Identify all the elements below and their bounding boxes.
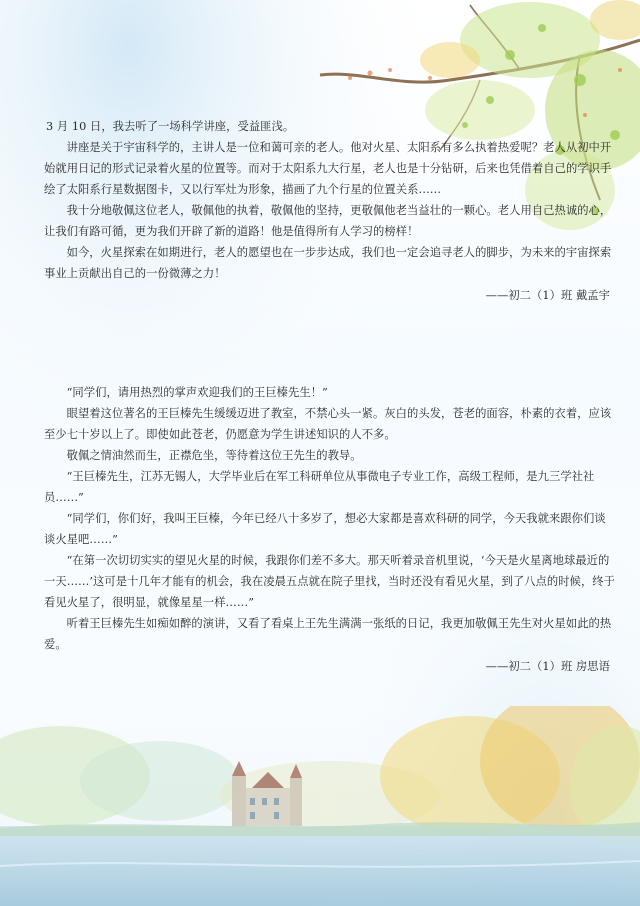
signature: ——初二（1）班 房思语 [485, 660, 610, 673]
signature: ——初二（1）班 戴孟宇 [485, 289, 610, 302]
paragraph: “同学们，请用热烈的掌声欢迎我们的王巨榛先生！” [66, 386, 328, 399]
paragraph: 听着王巨榛先生如痴如醉的演讲，又看了看桌上王先生满满一张纸的日记，我更加敬佩王先生对火星如此的热爱。 [44, 617, 612, 651]
paragraph: 我十分地敬佩这位老人，敬佩他的执着，敬佩他的坚持，更敬佩他老当益壮的一颗心。老人用自己热诚的心，让我们有路可循，更为我们开辟了新的道路！他是值得所有人学习的榜样！ [44, 204, 612, 238]
paragraph: 眼望着这位著名的王巨榛先生缓缓迈进了教室，不禁心头一紧。灰白的头发，苍老的面容，朴素的衣着，应该至少七十岁以上了。即使如此苍老，仍愿意为学生讲述知识的人不多。 [44, 407, 612, 441]
article-1 [44, 116, 616, 306]
castle-landscape-illustration [0, 706, 640, 906]
paragraph: 讲座是关于宇宙科学的，主讲人是一位和蔼可亲的老人。他对火星、太阳系有多么执着热爱呢？老人从初中开始就用日记的形式记录着火星的位置等。而对于太阳系九大行星，老人也是十分钻研，后来也凭借着自己的学识手绘了太阳系行星数据图卡，又以行军灶为形象，描画了九个行星的位置关系…… [44, 141, 612, 196]
paragraph: “王巨榛先生，江苏无锡人，大学毕业后在军工科研单位从事微电子专业工作，高级工程师，是九三学社社员……” [44, 470, 595, 504]
paragraph: 敬佩之情油然而生，正襟危坐，等待着这位王先生的教导。 [66, 449, 362, 462]
paragraph: “在第一次切切实实的望见火星的时候，我跟你们差不多大。那天听着录音机里说，‘今天是火星离地球最近的一天……’这可是十几年才能有的机会，我在凌晨五点就在院子里找，当时还没有看见火星，到了八点的时候，终于看见火星了，很明显，就像星星一样……” [44, 554, 615, 609]
paragraph: 如今，火星探索在如期进行，老人的愿望也在一步步达成，我们也一定会追寻老人的脚步，为未来的宇宙探索事业上贡献出自己的一份微薄之力！ [44, 246, 612, 280]
paragraph: “同学们，你们好，我叫王巨榛，今年已经八十多岁了，想必大家都是喜欢科研的同学，今天我就来跟你们谈谈火星吧……” [44, 512, 606, 546]
article-2 [44, 382, 616, 677]
paragraph: 3 月 10 日，我去听了一场科学讲座，受益匪浅。 [46, 120, 295, 133]
